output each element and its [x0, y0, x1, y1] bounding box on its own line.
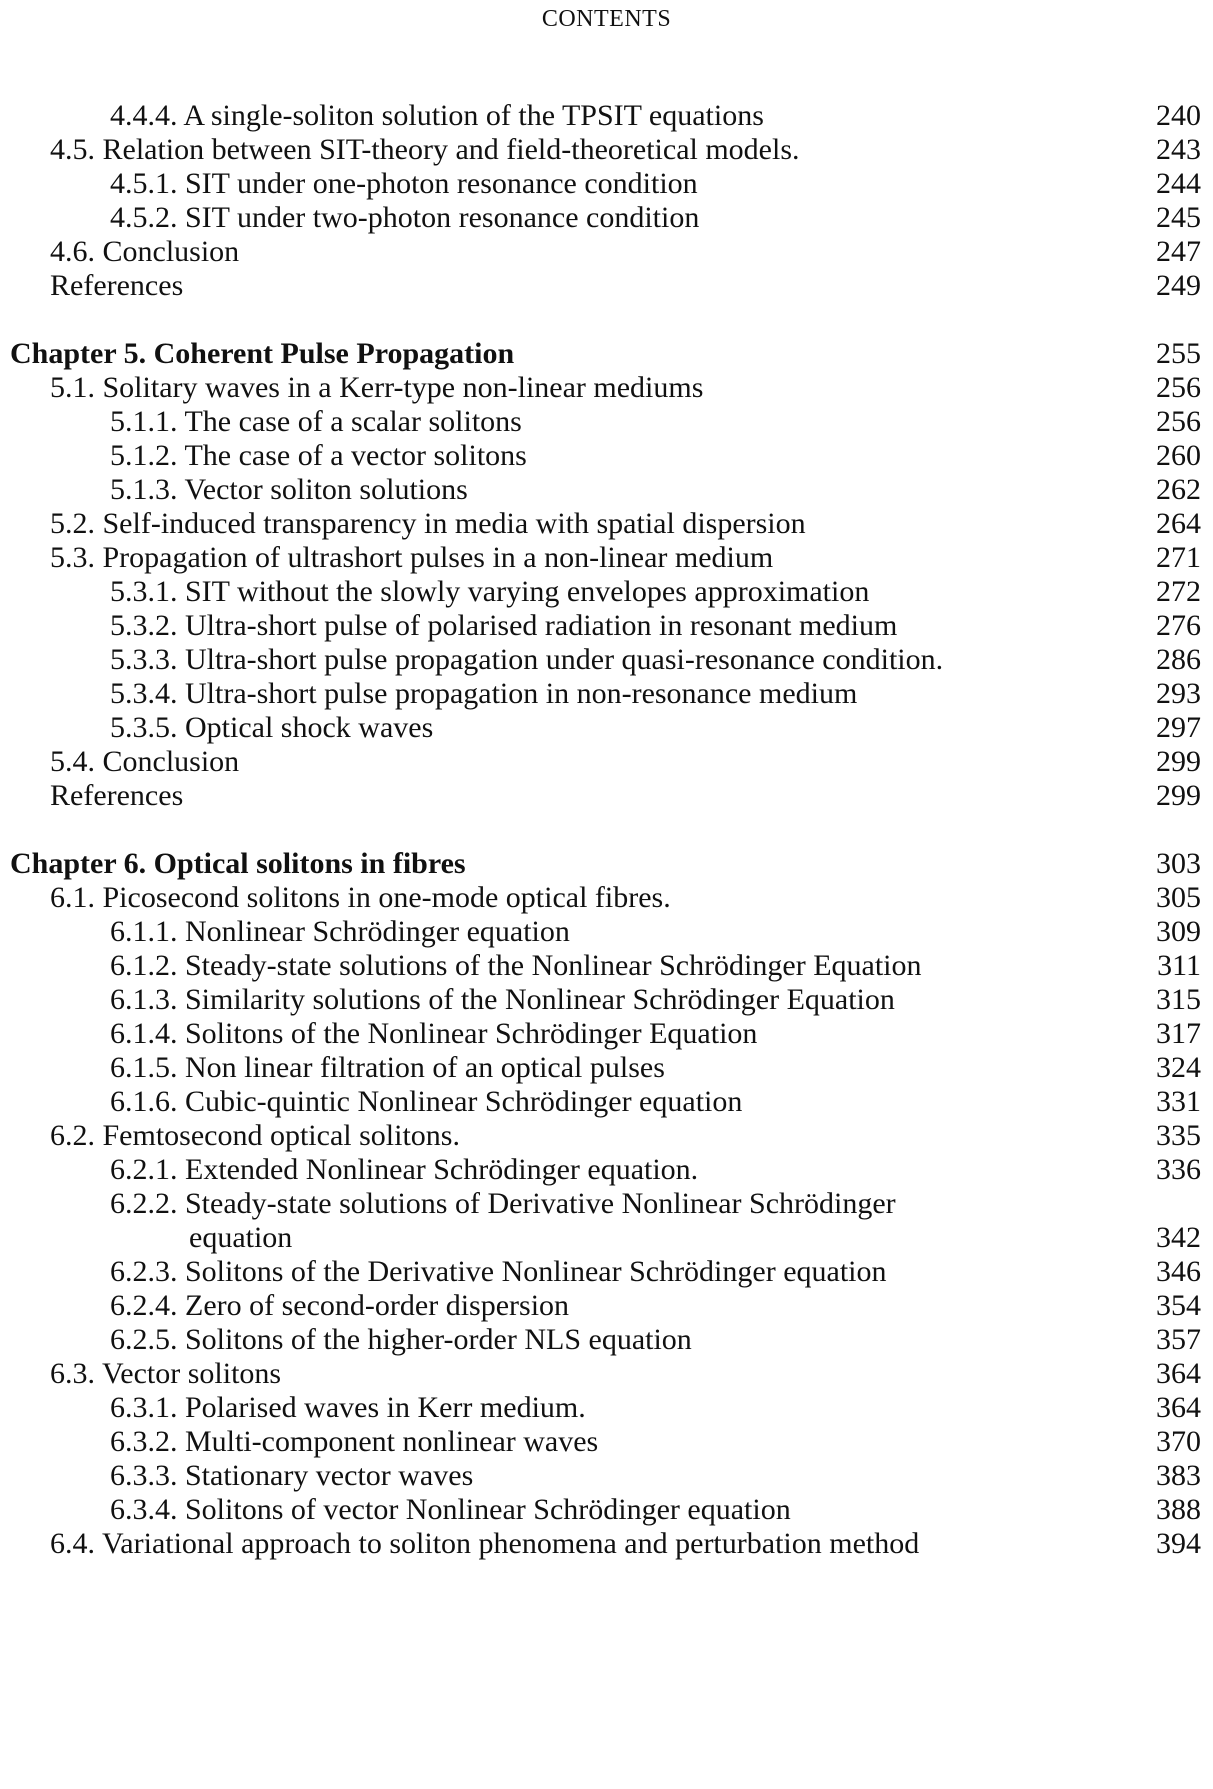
- toc-entry-page: 303: [1156, 847, 1201, 880]
- toc-entry-page: 309: [1156, 915, 1201, 948]
- toc-entry: [0, 266, 1213, 305]
- toc-entry-title: 6.1. Picosecond solitons in one-mode optical fibres.: [50, 881, 671, 914]
- toc-entry-page: 293: [1156, 677, 1201, 710]
- toc-entry-title: 6.2.5. Solitons of the higher-order NLS equation: [110, 1323, 692, 1356]
- toc-entry-title: 6.4. Variational approach to soliton phenomena and perturbation method: [50, 1527, 920, 1560]
- toc-entry-title: 5.1.2. The case of a vector solitons: [110, 439, 527, 472]
- toc-entry-page: 315: [1156, 983, 1201, 1016]
- toc-entry-page: 286: [1156, 643, 1201, 676]
- toc-entry-title: 6.1.3. Similarity solutions of the Nonlinear Schrödinger Equation: [110, 983, 895, 1016]
- toc-entry-title: 6.1.5. Non linear filtration of an optical pulses: [110, 1051, 665, 1084]
- toc-entry-page: 354: [1156, 1289, 1201, 1322]
- toc-entry-page: 243: [1156, 133, 1201, 166]
- toc-entry-title: 4.5.1. SIT under one-photon resonance condition: [110, 167, 698, 200]
- toc-entry-title: 4.6. Conclusion: [50, 235, 240, 268]
- toc-entry-page: 299: [1156, 745, 1201, 778]
- toc-entry-title: 5.4. Conclusion: [50, 745, 240, 778]
- toc-entry-title: equation: [189, 1221, 293, 1254]
- toc-entry-page: 346: [1156, 1255, 1201, 1288]
- toc-entry-title: 5.3.2. Ultra-short pulse of polarised radiation in resonant medium: [110, 609, 898, 642]
- toc-entry-title: 6.2.1. Extended Nonlinear Schrödinger equation.: [110, 1153, 699, 1186]
- toc-entry-page: 342: [1156, 1221, 1201, 1254]
- toc-entry-page: 331: [1156, 1085, 1201, 1118]
- toc-entry-page: 276: [1156, 609, 1201, 642]
- toc-entry-page: 305: [1156, 881, 1201, 914]
- toc-entry-title: 6.2.3. Solitons of the Derivative Nonlinear Schrödinger equation: [110, 1255, 887, 1288]
- toc-entry-title: 6.3. Vector solitons: [50, 1357, 282, 1390]
- toc-entry-page: 244: [1156, 167, 1201, 200]
- toc-entry-title: 5.1. Solitary waves in a Kerr-type non-linear mediums: [50, 371, 704, 404]
- toc-entry-title: 5.3.5. Optical shock waves: [110, 711, 434, 744]
- toc-entry-title: 4.4.4. A single-soliton solution of the TPSIT equations: [110, 99, 764, 132]
- toc-entry-page: 256: [1156, 405, 1201, 438]
- toc-entry-page: 394: [1156, 1527, 1201, 1560]
- toc-entry-title: 5.3.4. Ultra-short pulse propagation in non-resonance medium: [110, 677, 858, 710]
- toc-entry-title: Chapter 6. Optical solitons in fibres: [10, 847, 466, 880]
- toc-entry-page: 255: [1156, 337, 1201, 370]
- toc-entry-page: 388: [1156, 1493, 1201, 1526]
- toc-entry-page: 335: [1156, 1119, 1201, 1152]
- toc-entry-title: 6.3.4. Solitons of vector Nonlinear Schrödinger equation: [110, 1493, 791, 1526]
- toc-entry-page: 271: [1156, 541, 1201, 574]
- toc-entry-page: 240: [1156, 99, 1201, 132]
- toc-entry-page: 297: [1156, 711, 1201, 744]
- toc-entry-page: 336: [1156, 1153, 1201, 1186]
- toc-entry-title: 5.1.3. Vector soliton solutions: [110, 473, 468, 506]
- toc-entry-title: 5.3. Propagation of ultrashort pulses in a non-linear medium: [50, 541, 774, 574]
- toc-entry-title: 5.3.3. Ultra-short pulse propagation under quasi-resonance condition.: [110, 643, 944, 676]
- toc-entry-page: 272: [1156, 575, 1201, 608]
- toc-entry-title: Chapter 5. Coherent Pulse Propagation: [10, 337, 515, 370]
- toc-entry-page: 364: [1156, 1357, 1201, 1390]
- toc-entry: [0, 1524, 1213, 1563]
- toc-entry-page: 247: [1156, 235, 1201, 268]
- toc-entry-page: 245: [1156, 201, 1201, 234]
- toc-entry-title: 6.3.1. Polarised waves in Kerr medium.: [110, 1391, 586, 1424]
- toc-entry-page: 364: [1156, 1391, 1201, 1424]
- toc-entry-title: 6.3.2. Multi-component nonlinear waves: [110, 1425, 599, 1458]
- toc-entry-title: 6.1.4. Solitons of the Nonlinear Schrödinger Equation: [110, 1017, 758, 1050]
- toc-entry-page: 262: [1156, 473, 1201, 506]
- toc-entry-title: 5.1.1. The case of a scalar solitons: [110, 405, 522, 438]
- toc-entry-title: 4.5. Relation between SIT-theory and field-theoretical models.: [50, 133, 800, 166]
- toc-entry-title: References: [50, 269, 184, 302]
- toc-entry-title: 6.3.3. Stationary vector waves: [110, 1459, 474, 1492]
- page-header: CONTENTS: [541, 6, 672, 32]
- toc-entry-title: 5.2. Self-induced transparency in media with spatial dispersion: [50, 507, 806, 540]
- toc-entry-page: 317: [1156, 1017, 1201, 1050]
- toc-entry-page: 370: [1156, 1425, 1201, 1458]
- toc-entry-page: 260: [1156, 439, 1201, 472]
- toc-entry-title: References: [50, 779, 184, 812]
- toc-entry-title: 6.1.1. Nonlinear Schrödinger equation: [110, 915, 570, 948]
- toc-entry: [0, 776, 1213, 815]
- toc-entry-title: 6.2.2. Steady-state solutions of Derivative Nonlinear Schrödinger: [110, 1187, 896, 1220]
- toc-entry-page: 249: [1156, 269, 1201, 302]
- toc-entry-page: 383: [1156, 1459, 1201, 1492]
- toc-entry-page: 299: [1156, 779, 1201, 812]
- toc-entry-page: 357: [1156, 1323, 1201, 1356]
- toc-entry-page: 311: [1157, 949, 1201, 982]
- toc-entry-title: 6.2.4. Zero of second-order dispersion: [110, 1289, 570, 1322]
- toc-entry-title: 5.3.1. SIT without the slowly varying envelopes approximation: [110, 575, 870, 608]
- toc-entry-title: 6.2. Femtosecond optical solitons.: [50, 1119, 460, 1152]
- toc-entry-page: 256: [1156, 371, 1201, 404]
- toc-entry-page: 264: [1156, 507, 1201, 540]
- toc-entry-title: 6.1.6. Cubic-quintic Nonlinear Schrödinger equation: [110, 1085, 743, 1118]
- toc-entry-page: 324: [1156, 1051, 1201, 1084]
- toc-entry-title: 6.1.2. Steady-state solutions of the Nonlinear Schrödinger Equation: [110, 949, 922, 982]
- toc-entry-title: 4.5.2. SIT under two-photon resonance condition: [110, 201, 700, 234]
